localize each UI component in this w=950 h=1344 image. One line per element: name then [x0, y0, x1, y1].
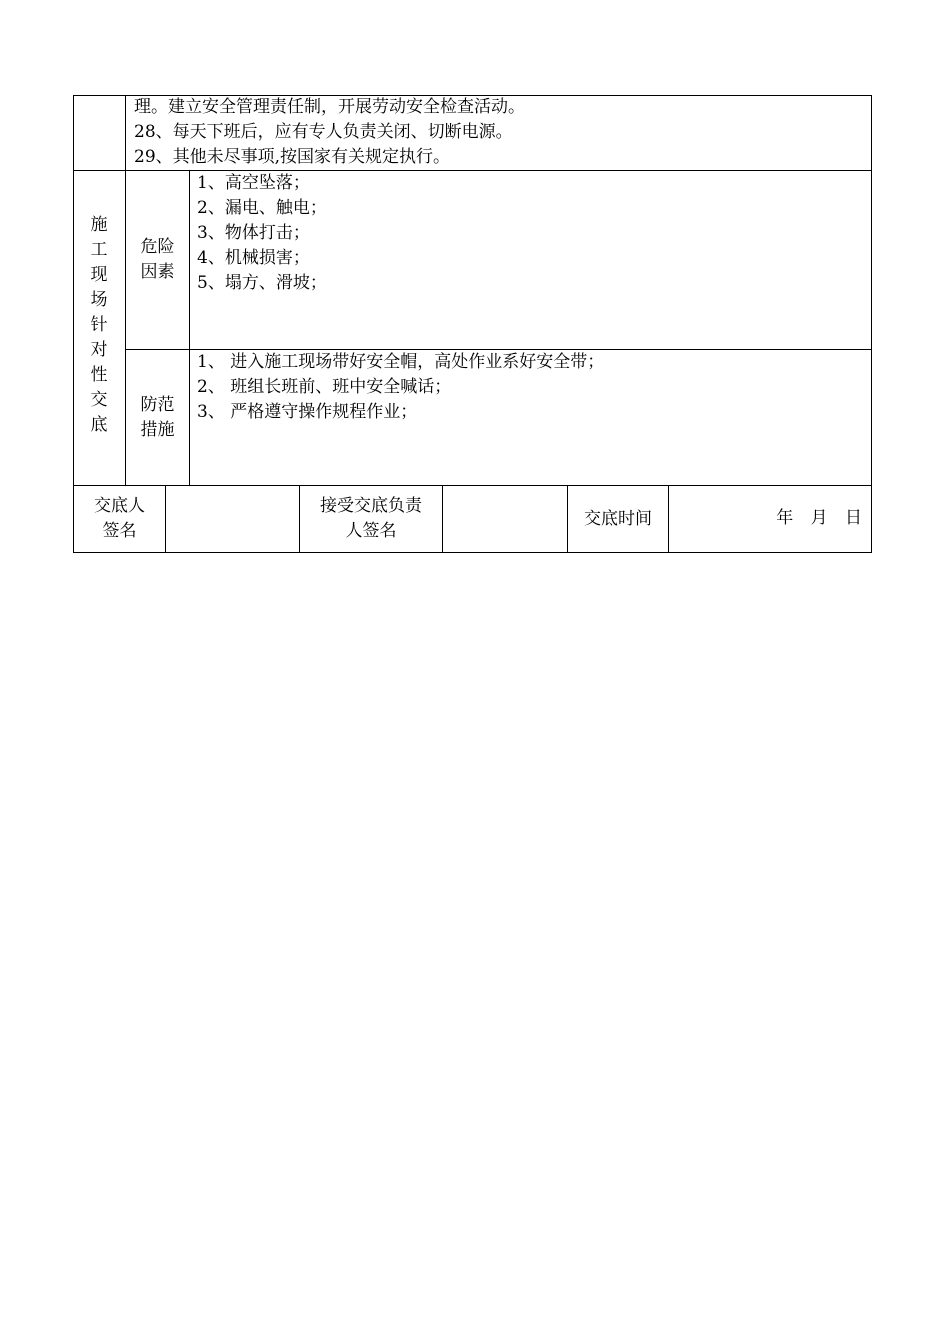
measure-item: 3、 严格遵守操作规程作业；	[197, 402, 418, 422]
hazard-item: 1、高空坠落；	[197, 173, 310, 193]
measure-item: 1、 进入施工现场带好安全帽，高处作业系好安全带；	[197, 352, 605, 372]
label-char: 现	[90, 265, 108, 285]
label-char: 施	[90, 215, 108, 235]
disclosure-date-field[interactable]: 年 月 日	[776, 508, 862, 528]
hazards-list	[197, 171, 327, 296]
measures-list	[197, 350, 604, 425]
label-char: 对	[90, 340, 108, 360]
col-divider-sig-5	[668, 485, 669, 553]
hazard-item: 4、机械损害；	[197, 248, 310, 268]
hazards-label	[126, 235, 189, 285]
discloser-label-line: 签名	[102, 521, 137, 541]
measures-label-line: 防范	[140, 395, 175, 415]
continuation-text	[134, 95, 525, 170]
label-char: 底	[90, 415, 108, 435]
continuation-line: 29、其他未尽事项,按国家有关规定执行。	[134, 147, 451, 167]
receiver-signature-field[interactable]	[443, 486, 567, 552]
label-char: 针	[90, 315, 108, 335]
continuation-line: 理。建立安全管理责任制，开展劳动安全检查活动。	[134, 97, 525, 117]
measure-item: 2、 班组长班前、班中安全喊话；	[197, 377, 452, 397]
receiver-label-line: 人签名	[345, 521, 397, 541]
hazards-label-line: 因素	[140, 262, 175, 282]
measures-label	[126, 393, 189, 443]
disclosure-time-label: 交底时间	[584, 508, 652, 529]
row-divider-continuation	[73, 170, 872, 171]
discloser-label-line: 交底人	[94, 496, 145, 516]
hazard-item: 2、漏电、触电；	[197, 198, 327, 218]
receiver-signature-label	[300, 494, 442, 544]
label-char: 性	[90, 365, 108, 385]
label-char: 交	[90, 390, 108, 410]
hazard-item: 5、塌方、滑坡；	[197, 273, 327, 293]
measures-label-line: 措施	[140, 420, 175, 440]
label-char: 工	[90, 240, 108, 260]
discloser-signature-field[interactable]	[166, 486, 299, 552]
continuation-line: 28、每天下班后，应有专人负责关闭、切断电源。	[134, 122, 513, 142]
receiver-label-line: 接受交底负责	[320, 496, 422, 516]
discloser-signature-label	[74, 494, 165, 544]
col-divider-sublabel	[189, 170, 190, 485]
hazards-label-line: 危险	[140, 237, 175, 257]
site-disclosure-label	[73, 213, 125, 438]
label-char: 场	[90, 290, 108, 310]
hazard-item: 3、物体打击；	[197, 223, 310, 243]
